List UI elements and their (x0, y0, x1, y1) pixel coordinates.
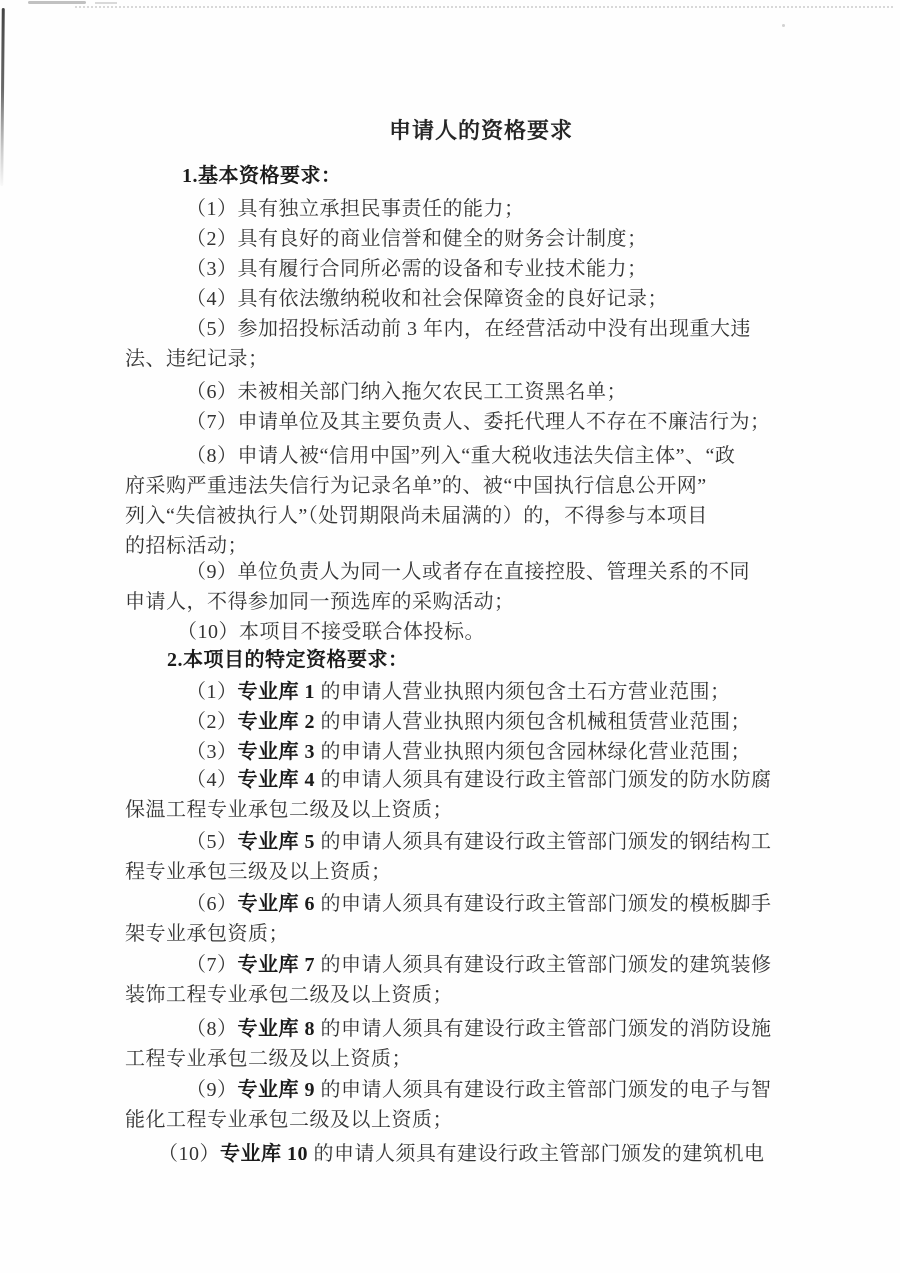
document-content (125, 0, 845, 1169)
text-run: （9） (186, 1078, 238, 1101)
text-run: 的申请人须具有建设行政主管部门颁发的防水防腐 (320, 768, 772, 791)
text-line (125, 1075, 845, 1105)
text-run: （5）参加招投标活动前 3 年内，在经营活动中没有出现重大违 (186, 317, 751, 340)
text-run: 装饰工程专业承包二级及以上资质； (125, 983, 453, 1006)
text-run: （4） (186, 768, 238, 791)
text-line (125, 919, 845, 949)
text-line (125, 557, 845, 587)
bold-text: 专业库 10 (220, 1142, 314, 1165)
text-run: （10）本项目不接受联合体投标。 (177, 620, 485, 643)
text-line (125, 314, 845, 344)
text-line (125, 501, 845, 531)
bold-text: 专业库 6 (237, 892, 321, 915)
bold-text: 1.基本资格要求： (182, 164, 342, 187)
text-run: 申请人，不得参加同一预选库的采购活动； (125, 590, 515, 613)
text-run: （1） (186, 680, 238, 703)
text-line (125, 707, 845, 737)
bold-text: 专业库 1 (237, 680, 321, 703)
scan-artifact-top-mark (28, 1, 86, 4)
bold-text: 专业库 8 (237, 1017, 321, 1040)
text-line (125, 1139, 845, 1169)
text-run: 的申请人须具有建设行政主管部门颁发的钢结构工 (320, 830, 772, 853)
text-run: （6） (186, 892, 238, 915)
section-heading (125, 645, 845, 675)
text-run: （8）申请人被“信用中国”列入“重大税收违法失信主体”、“政 (186, 444, 736, 467)
text-run: 的招标活动； (125, 534, 248, 557)
text-run: （3）具有履行合同所必需的设备和专业技术能力； (186, 257, 648, 280)
text-line (125, 284, 845, 314)
text-run: 工程专业承包二级及以上资质； (125, 1047, 412, 1070)
text-run: 府采购严重违法失信行为记录名单”的、被“中国执行信息公开网” (125, 474, 707, 497)
text-line (125, 1044, 845, 1074)
document-title: 申请人的资格要求 (389, 118, 574, 143)
text-run: 架专业承包资质； (125, 922, 289, 945)
bold-text: 专业库 2 (237, 710, 321, 733)
text-run: （2） (186, 710, 238, 733)
text-run: （5） (186, 830, 238, 853)
text-line (125, 617, 845, 647)
bold-text: 专业库 7 (237, 953, 321, 976)
text-line (125, 377, 845, 407)
text-run: （10） (158, 1142, 220, 1165)
text-run: （4）具有依法缴纳税收和社会保障资金的良好记录； (186, 287, 668, 310)
bold-text: 专业库 9 (237, 1078, 321, 1101)
text-line (125, 254, 845, 284)
text-line (125, 224, 845, 254)
bold-text: 2.本项目的特定资格要求： (167, 648, 409, 671)
text-line (125, 194, 845, 224)
bold-text: 专业库 3 (237, 740, 321, 763)
text-run: （1）具有独立承担民事责任的能力； (186, 197, 525, 220)
text-line (125, 950, 845, 980)
text-run: 的申请人须具有建设行政主管部门颁发的消防设施 (320, 1017, 772, 1040)
text-line (125, 344, 845, 374)
text-line (125, 795, 845, 825)
section-heading (125, 161, 845, 191)
text-run: （8） (186, 1017, 238, 1040)
text-run: 的申请人营业执照内须包含机械租赁营业范围； (320, 710, 751, 733)
text-line (125, 441, 845, 471)
scan-artifact-left-edge (0, 8, 5, 186)
text-line (125, 737, 845, 767)
text-line (125, 857, 845, 887)
text-line (125, 827, 845, 857)
text-line (125, 407, 845, 437)
text-line (125, 1014, 845, 1044)
text-run: 的申请人须具有建设行政主管部门颁发的电子与智 (320, 1078, 772, 1101)
text-run: 列入“失信被执行人”（处罚期限尚未届满的）的，不得参与本项目 (125, 504, 708, 527)
text-run: （3） (186, 740, 238, 763)
text-run: 能化工程专业承包二级及以上资质； (125, 1108, 453, 1131)
text-line (125, 980, 845, 1010)
text-run: （7）申请单位及其主要负责人、委托代理人不存在不廉洁行为； (186, 410, 771, 433)
text-line (125, 889, 845, 919)
bold-text: 专业库 4 (237, 768, 321, 791)
text-run: 保温工程专业承包二级及以上资质； (125, 798, 453, 821)
text-line (125, 677, 845, 707)
bold-text: 专业库 5 (237, 830, 321, 853)
document-body (125, 161, 845, 1169)
text-run: 的申请人须具有建设行政主管部门颁发的建筑机电 (313, 1142, 765, 1165)
text-run: （6）未被相关部门纳入拖欠农民工工资黑名单； (186, 380, 627, 403)
text-line (125, 1105, 845, 1135)
text-run: （9）单位负责人为同一人或者存在直接控股、管理关系的不同 (186, 560, 750, 583)
text-line (125, 765, 845, 795)
text-line (125, 471, 845, 501)
text-line (125, 587, 845, 617)
text-run: 程专业承包三级及以上资质； (125, 860, 392, 883)
text-run: （7） (186, 953, 238, 976)
scan-artifact-top-mark-2 (95, 2, 117, 4)
text-run: 的申请人营业执照内须包含园林绿化营业范围； (320, 740, 751, 763)
text-run: 的申请人营业执照内须包含土石方营业范围； (320, 680, 731, 703)
text-run: （2）具有良好的商业信誉和健全的财务会计制度； (186, 227, 648, 250)
text-run: 法、违纪记录； (125, 347, 269, 370)
text-run: 的申请人须具有建设行政主管部门颁发的模板脚手 (320, 892, 772, 915)
text-run: 的申请人须具有建设行政主管部门颁发的建筑装修 (320, 953, 772, 976)
